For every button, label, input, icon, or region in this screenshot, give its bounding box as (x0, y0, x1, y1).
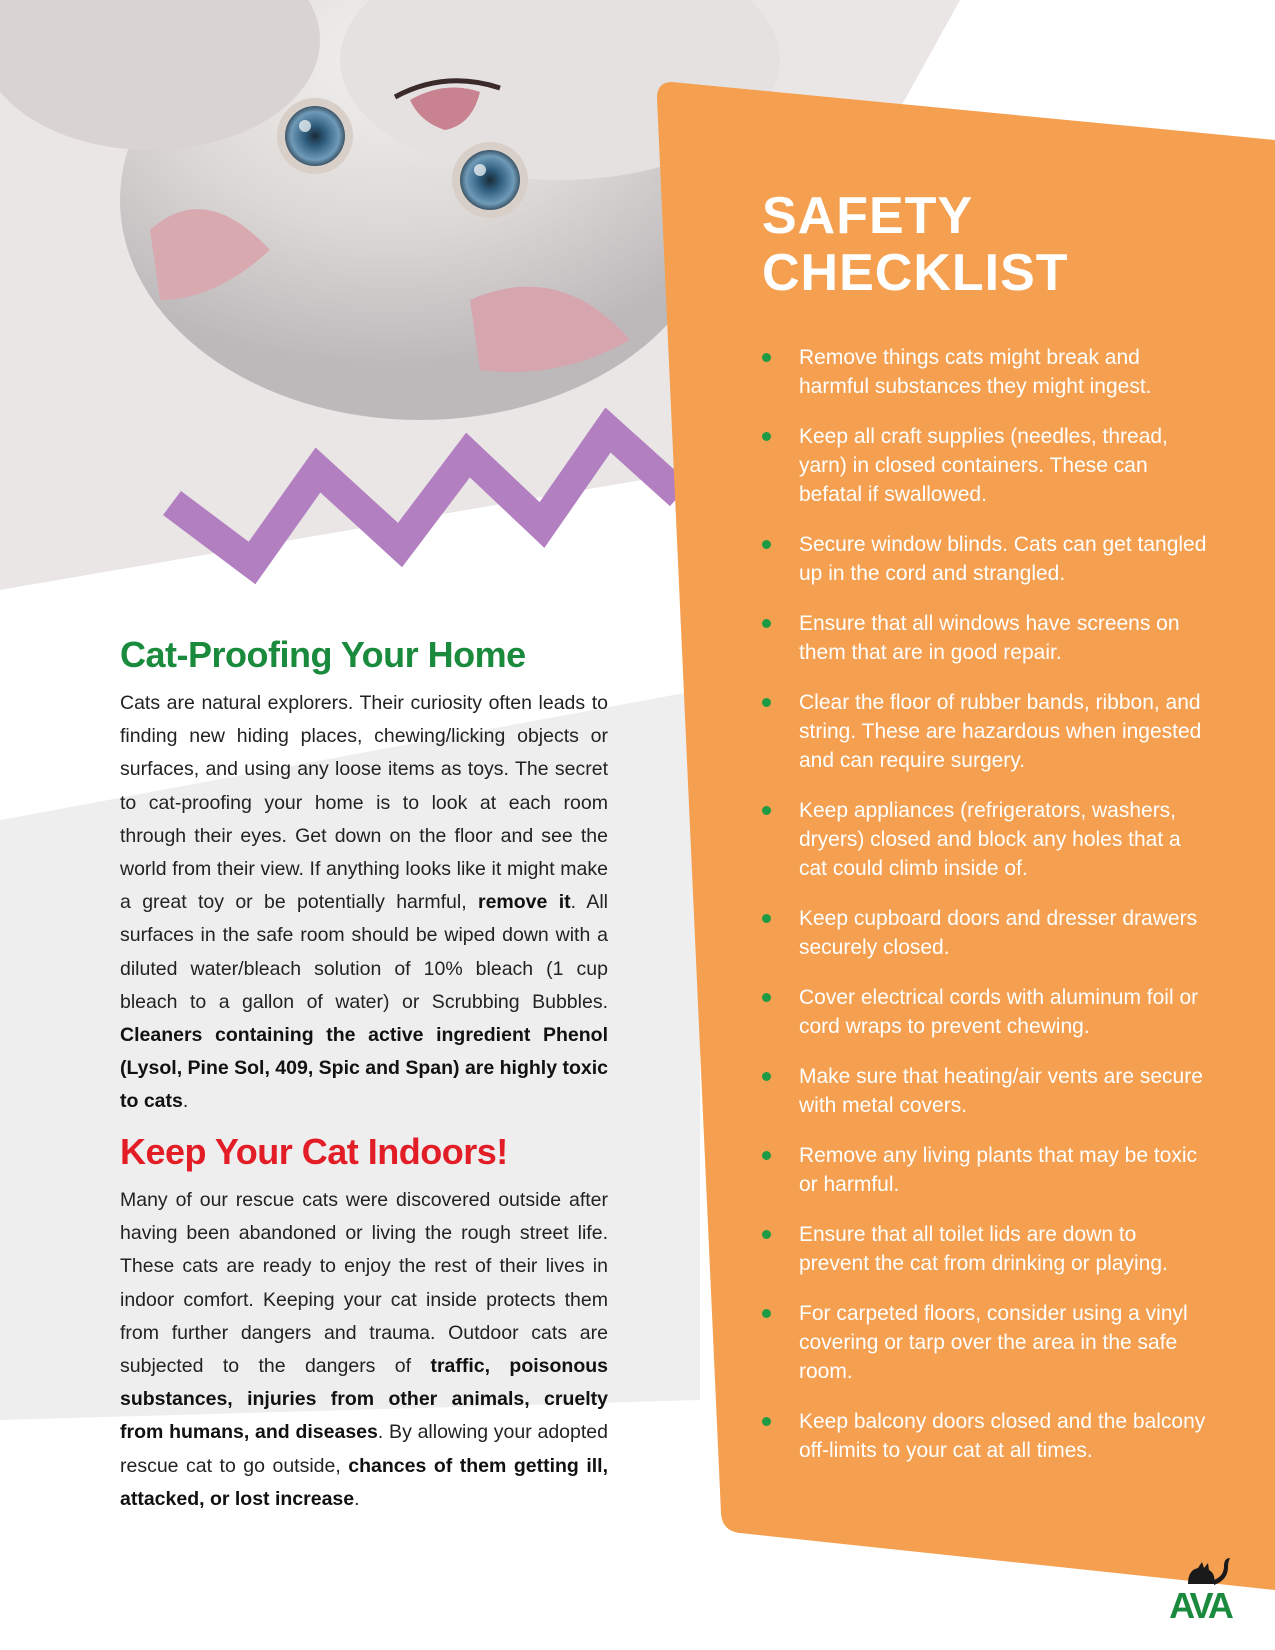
bullet-icon (762, 993, 771, 1002)
ava-logo (1158, 1554, 1242, 1620)
checklist-item (762, 688, 1212, 775)
cat-proofing-paragraph (120, 687, 608, 1119)
checklist-item (762, 1141, 1212, 1199)
indoors-bold-2: chances of them getting ill, attacked, or lost increase (120, 1454, 608, 1510)
checklist-item-text: Ensure that all toilet lids are down to prevent the cat from drinking or playing. (799, 1223, 1168, 1275)
cat-proofing-bold-1: remove it (478, 891, 571, 914)
checklist-item-text: Keep all craft supplies (needles, thread, yarn) in closed containers. These can befatal if swallowed. (799, 425, 1168, 506)
checklist-item (762, 1062, 1212, 1120)
checklist-item-text: Ensure that all windows have screens on them that are in good repair. (799, 612, 1180, 664)
checklist-title-line-1: SAFETY (762, 187, 974, 245)
checklist-item (762, 609, 1212, 667)
cat-proofing-text-2: . All surfaces in the safe room should be wiped down with a diluted water/bleach solution of 10% bleach (1 cup bleach to a gallon of water) or Scrubbing Bubbles. (120, 891, 608, 1013)
bullet-icon (762, 1417, 771, 1426)
checklist-item (762, 796, 1212, 883)
cat-proofing-text-1: Cats are natural explorers. Their curiosity often leads to finding new hiding places, chewing/licking objects or surfaces, and using any loose items as toys. The secret to cat-proofing your home is to look at each room through their eyes. Get down on the floor and see the world from their view. If anything looks like it might make a great toy or be potentially harmful, (120, 692, 608, 914)
checklist-item (762, 422, 1212, 509)
checklist-item (762, 1220, 1212, 1278)
cat-proofing-heading: Cat-Proofing Your Home (120, 634, 526, 675)
cat-silhouette-icon (1188, 1558, 1230, 1585)
indoors-bold-1: traffic, poisonous substances, injuries from other animals, cruelty from humans, and diseases (120, 1355, 608, 1444)
checklist-title-line-2: CHECKLIST (762, 244, 1069, 302)
indoors-text-1: Many of our rescue cats were discovered outside after having been abandoned or living the rough street life. These cats are ready to enjoy the rest of their lives in indoor comfort. Keeping your cat inside protects them from further dangers and trauma. Outdoor cats are subjected to the dangers of (120, 1189, 608, 1378)
cat-proofing-text-3: . (182, 1090, 189, 1113)
cat-proofing-bold-2: Cleaners containing the active ingredient Phenol (Lysol, Pine Sol, 409, Spic and Span) are highly toxic to cats (120, 1024, 608, 1113)
ava-logo-text: AVA (1169, 1585, 1231, 1620)
checklist-item-text: For carpeted floors, consider using a vinyl covering or tarp over the area in the safe room. (799, 1302, 1188, 1383)
indoors-section (120, 1130, 608, 1516)
bullet-icon (762, 1230, 771, 1239)
checklist-item-text: Remove any living plants that may be toxic or harmful. (799, 1144, 1198, 1196)
bullet-icon (762, 432, 771, 441)
indoors-text-2: . By allowing your adopted rescue cat to go outside, (120, 1421, 608, 1477)
indoors-heading: Keep Your Cat Indoors! (120, 1131, 508, 1172)
checklist-item (762, 1299, 1212, 1386)
checklist-item-text: Clear the floor of rubber bands, ribbon, and string. These are hazardous when ingested and can require surgery. (799, 691, 1202, 772)
checklist-item (762, 904, 1212, 962)
bullet-icon (762, 698, 771, 707)
checklist-item (762, 1407, 1212, 1465)
bullet-icon (762, 353, 771, 362)
checklist-item-text: Keep cupboard doors and dresser drawers securely closed. (799, 907, 1198, 959)
checklist-item-text: Cover electrical cords with aluminum foil or cord wraps to prevent chewing. (799, 986, 1199, 1038)
checklist-item-text: Secure window blinds. Cats can get tangled up in the cord and strangled. (799, 533, 1207, 585)
bullet-icon (762, 914, 771, 923)
checklist-item-text: Keep balcony doors closed and the balcony off-limits to your cat at all times. (799, 1410, 1206, 1462)
checklist-item-text: Make sure that heating/air vents are secure with metal covers. (799, 1065, 1203, 1117)
bullet-icon (762, 1309, 771, 1318)
checklist (762, 343, 1212, 1486)
checklist-title (762, 188, 1069, 302)
bullet-icon (762, 619, 771, 628)
bullet-icon (762, 1072, 771, 1081)
cat-proofing-section (120, 633, 608, 1119)
indoors-text-3: . (354, 1487, 360, 1510)
checklist-item (762, 530, 1212, 588)
indoors-paragraph (120, 1184, 608, 1516)
checklist-item-text: Remove things cats might break and harmful substances they might ingest. (799, 346, 1152, 398)
checklist-item (762, 983, 1212, 1041)
bullet-icon (762, 540, 771, 549)
bullet-icon (762, 1151, 771, 1160)
checklist-item-text: Keep appliances (refrigerators, washers, dryers) closed and block any holes that a cat could climb inside of. (799, 799, 1181, 880)
bullet-icon (762, 806, 771, 815)
checklist-item (762, 343, 1212, 401)
